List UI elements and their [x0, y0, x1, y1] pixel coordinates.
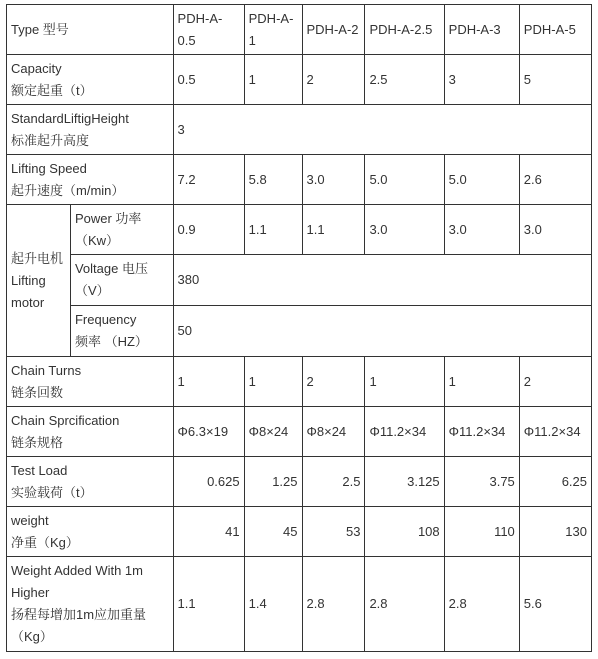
table-row-capacity	[7, 55, 592, 105]
model-header-cell: PDH-A-2.5	[365, 5, 444, 55]
lifting-motor-label: 起升电机 Lifting motor	[7, 205, 71, 357]
value-cell: 3.125	[365, 457, 444, 507]
standard-lifting-height-value: 3	[173, 105, 591, 155]
model-header-cell: PDH-A-3	[444, 5, 519, 55]
value-cell: 1.1	[173, 557, 244, 652]
table-row-chain-specification	[7, 407, 592, 457]
value-cell: 2.6	[519, 155, 591, 205]
value-cell: 110	[444, 507, 519, 557]
value-cell: 2	[519, 357, 591, 407]
voltage-value: 380	[173, 255, 591, 306]
value-cell: 2.8	[302, 557, 365, 652]
value-cell: 2	[302, 357, 365, 407]
table-row-standard-lifting-height	[7, 105, 592, 155]
chain-specification-label: Chain Sprcification 链条规格	[7, 407, 174, 457]
model-header-cell: PDH-A-2	[302, 5, 365, 55]
value-cell: 0.625	[173, 457, 244, 507]
value-cell: 5.6	[519, 557, 591, 652]
value-cell: 5	[519, 55, 591, 105]
model-header-cell: PDH-A-5	[519, 5, 591, 55]
value-cell: 3.75	[444, 457, 519, 507]
frequency-label: Frequency 频率 （HZ）	[70, 306, 173, 357]
value-cell: 45	[244, 507, 302, 557]
value-cell: Φ8×24	[244, 407, 302, 457]
value-cell: 6.25	[519, 457, 591, 507]
value-cell: 2.8	[444, 557, 519, 652]
header-label-cell: Type 型号	[7, 5, 174, 55]
weight-label: weight 净重（Kg）	[7, 507, 174, 557]
table-row-header	[7, 5, 592, 55]
value-cell: 1	[365, 357, 444, 407]
value-cell: 0.5	[173, 55, 244, 105]
value-cell: 3.0	[444, 205, 519, 255]
value-cell: 7.2	[173, 155, 244, 205]
table-row-test-load	[7, 457, 592, 507]
value-cell: Φ11.2×34	[365, 407, 444, 457]
specification-table	[6, 4, 592, 652]
value-cell: 5.0	[365, 155, 444, 205]
table-body	[7, 5, 592, 652]
voltage-label: Voltage 电压 （V）	[70, 255, 173, 306]
table-row-weight-added	[7, 557, 592, 652]
table-row-motor-power	[7, 205, 592, 255]
power-label: Power 功率 （Kw）	[70, 205, 173, 255]
standard-lifting-height-label: StandardLiftigHeight 标准起升高度	[7, 105, 174, 155]
value-cell: 2.5	[302, 457, 365, 507]
frequency-value: 50	[173, 306, 591, 357]
value-cell: 3.0	[519, 205, 591, 255]
value-cell: 3.0	[365, 205, 444, 255]
value-cell: Φ8×24	[302, 407, 365, 457]
model-header-cell: PDH-A-0.5	[173, 5, 244, 55]
table-row-weight	[7, 507, 592, 557]
capacity-label: Capacity 额定起重（t）	[7, 55, 174, 105]
value-cell: 2.5	[365, 55, 444, 105]
value-cell: 5.8	[244, 155, 302, 205]
value-cell: 3	[444, 55, 519, 105]
table-row-chain-turns	[7, 357, 592, 407]
value-cell: 0.9	[173, 205, 244, 255]
value-cell: 130	[519, 507, 591, 557]
weight-added-label: Weight Added With 1m Higher 扬程每增加1m应加重量 （Kg）	[7, 557, 174, 652]
value-cell: 1.25	[244, 457, 302, 507]
lifting-speed-label: Lifting Speed 起升速度（m/min）	[7, 155, 174, 205]
value-cell: 41	[173, 507, 244, 557]
value-cell: 1.4	[244, 557, 302, 652]
table-row-motor-voltage	[7, 255, 592, 306]
value-cell: 108	[365, 507, 444, 557]
value-cell: 3.0	[302, 155, 365, 205]
value-cell: 1	[244, 55, 302, 105]
value-cell: 1.1	[302, 205, 365, 255]
table-row-lifting-speed	[7, 155, 592, 205]
value-cell: 2.8	[365, 557, 444, 652]
value-cell: 53	[302, 507, 365, 557]
value-cell: Φ11.2×34	[444, 407, 519, 457]
value-cell: 1	[444, 357, 519, 407]
value-cell: 1	[173, 357, 244, 407]
value-cell: 2	[302, 55, 365, 105]
value-cell: Φ11.2×34	[519, 407, 591, 457]
value-cell: Φ6.3×19	[173, 407, 244, 457]
test-load-label: Test Load 实验载荷（t）	[7, 457, 174, 507]
model-header-cell: PDH-A-1	[244, 5, 302, 55]
value-cell: 5.0	[444, 155, 519, 205]
value-cell: 1	[244, 357, 302, 407]
table-row-motor-frequency	[7, 306, 592, 357]
value-cell: 1.1	[244, 205, 302, 255]
chain-turns-label: Chain Turns 链条回数	[7, 357, 174, 407]
